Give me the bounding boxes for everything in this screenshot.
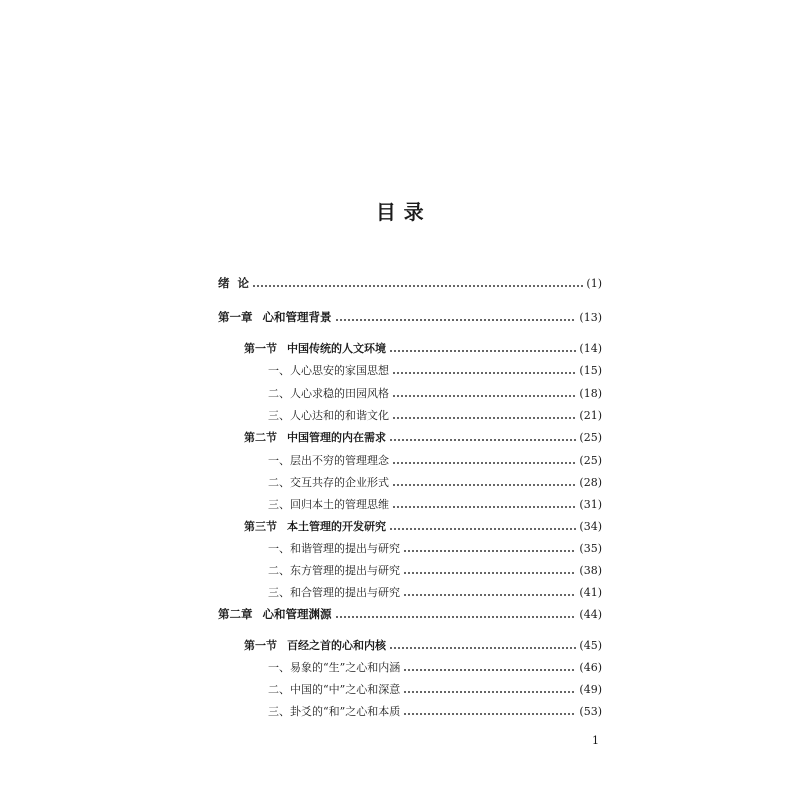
toc-page-number: (14) — [579, 341, 602, 355]
toc-entry-item[interactable] — [268, 583, 602, 601]
toc-entry-label: 三、卦爻的“和”之心和本质 — [268, 705, 401, 718]
toc-entry-label: 二、人心求稳的田园风格 — [268, 387, 389, 400]
toc-entry-chapter-2[interactable] — [218, 605, 602, 623]
toc-entry-item[interactable] — [268, 406, 602, 424]
toc-entry-label: 三、和合管理的提出与研究 — [268, 586, 400, 599]
toc-entry-prefix: 第三节 — [244, 520, 277, 533]
toc-entry-label: 绪 论 — [218, 276, 250, 290]
dot-leader — [389, 528, 576, 530]
toc-page-number: (25) — [579, 430, 602, 444]
toc-entry-label: 中国传统的人文环境 — [287, 342, 386, 355]
toc-entry-chapter-1[interactable] — [218, 308, 602, 326]
toc-entry-item[interactable] — [268, 384, 602, 402]
dot-leader — [392, 484, 576, 486]
toc-page-number: (38) — [579, 563, 602, 577]
toc-entry-label: 一、和谐管理的提出与研究 — [268, 542, 400, 555]
toc-page-number: (53) — [579, 704, 602, 718]
dot-leader — [389, 350, 576, 352]
toc-entry-item[interactable] — [268, 539, 602, 557]
toc-entry-item[interactable] — [268, 658, 602, 676]
toc-title: 目 录 — [375, 200, 425, 224]
toc-page-number: (49) — [579, 682, 602, 696]
toc-page-number: (18) — [579, 386, 602, 400]
dot-leader — [403, 572, 576, 574]
toc-entry-label: 百经之首的心和内核 — [287, 639, 386, 652]
toc-page-number: (34) — [579, 519, 602, 533]
dot-leader — [403, 691, 576, 693]
page-number: 1 — [592, 734, 599, 747]
toc-entry-intro[interactable] — [218, 274, 602, 292]
toc-entry-label: 三、人心达和的和谐文化 — [268, 409, 389, 422]
dot-leader — [392, 462, 576, 464]
toc-entry-label: 一、易象的“生”之心和内涵 — [268, 661, 401, 674]
toc-page-number: (41) — [579, 585, 602, 599]
toc-entry-label: 三、回归本土的管理思维 — [268, 498, 389, 511]
toc-entry-item[interactable] — [268, 702, 602, 720]
toc-entry-item[interactable] — [268, 680, 602, 698]
toc-entry-label: 一、层出不穷的管理理念 — [268, 454, 389, 467]
toc-entry-ch2-section-1[interactable] — [244, 636, 602, 654]
toc-entry-label: 心和管理渊源 — [262, 607, 332, 621]
dot-leader — [392, 395, 576, 397]
toc-entry-prefix: 第一章 — [218, 310, 253, 324]
toc-page-number: (35) — [579, 541, 602, 555]
toc-page-number: (25) — [579, 453, 602, 467]
toc-page-number: (46) — [579, 660, 602, 674]
toc-entry-label: 中国管理的内在需求 — [287, 431, 386, 444]
dot-leader — [403, 669, 576, 671]
toc-entry-prefix: 第一节 — [244, 639, 277, 652]
dot-leader — [389, 439, 576, 441]
toc-page-number: (31) — [579, 497, 602, 511]
toc-entry-prefix: 第二节 — [244, 431, 277, 444]
toc-entry-item[interactable] — [268, 495, 602, 513]
toc-entry-label: 心和管理背景 — [262, 310, 332, 324]
toc-entry-label: 二、东方管理的提出与研究 — [268, 564, 400, 577]
toc-entry-label: 本土管理的开发研究 — [287, 520, 386, 533]
toc-page-number: (44) — [579, 607, 602, 621]
toc-entry-item[interactable] — [268, 561, 602, 579]
dot-leader — [252, 285, 583, 287]
dot-leader — [335, 319, 577, 321]
toc-entry-item[interactable] — [268, 473, 602, 491]
toc-page-number: (15) — [579, 363, 602, 377]
toc-page-number: (13) — [579, 310, 602, 324]
dot-leader — [403, 550, 576, 552]
dot-leader — [403, 713, 576, 715]
toc-entry-label: 二、中国的“中”之心和深意 — [268, 683, 401, 696]
toc-entry-label: 二、交互共存的企业形式 — [268, 476, 389, 489]
toc-page-number: (1) — [586, 276, 602, 290]
toc-page-number: (45) — [579, 638, 602, 652]
dot-leader — [392, 506, 576, 508]
dot-leader — [392, 372, 576, 374]
toc-entry-ch1-section-1[interactable] — [244, 339, 602, 357]
dot-leader — [392, 417, 576, 419]
toc-entry-item[interactable] — [268, 361, 602, 379]
dot-leader — [403, 594, 576, 596]
toc-page-number: (21) — [579, 408, 602, 422]
toc-page-number: (28) — [579, 475, 602, 489]
toc-entry-ch1-section-3[interactable] — [244, 517, 602, 535]
toc-entry-prefix: 第二章 — [218, 607, 253, 621]
toc-entry-ch1-section-2[interactable] — [244, 428, 602, 446]
dot-leader — [335, 616, 577, 618]
toc-entry-item[interactable] — [268, 451, 602, 469]
toc-entry-label: 一、人心思安的家国思想 — [268, 364, 389, 377]
dot-leader — [389, 647, 576, 649]
toc-entry-prefix: 第一节 — [244, 342, 277, 355]
